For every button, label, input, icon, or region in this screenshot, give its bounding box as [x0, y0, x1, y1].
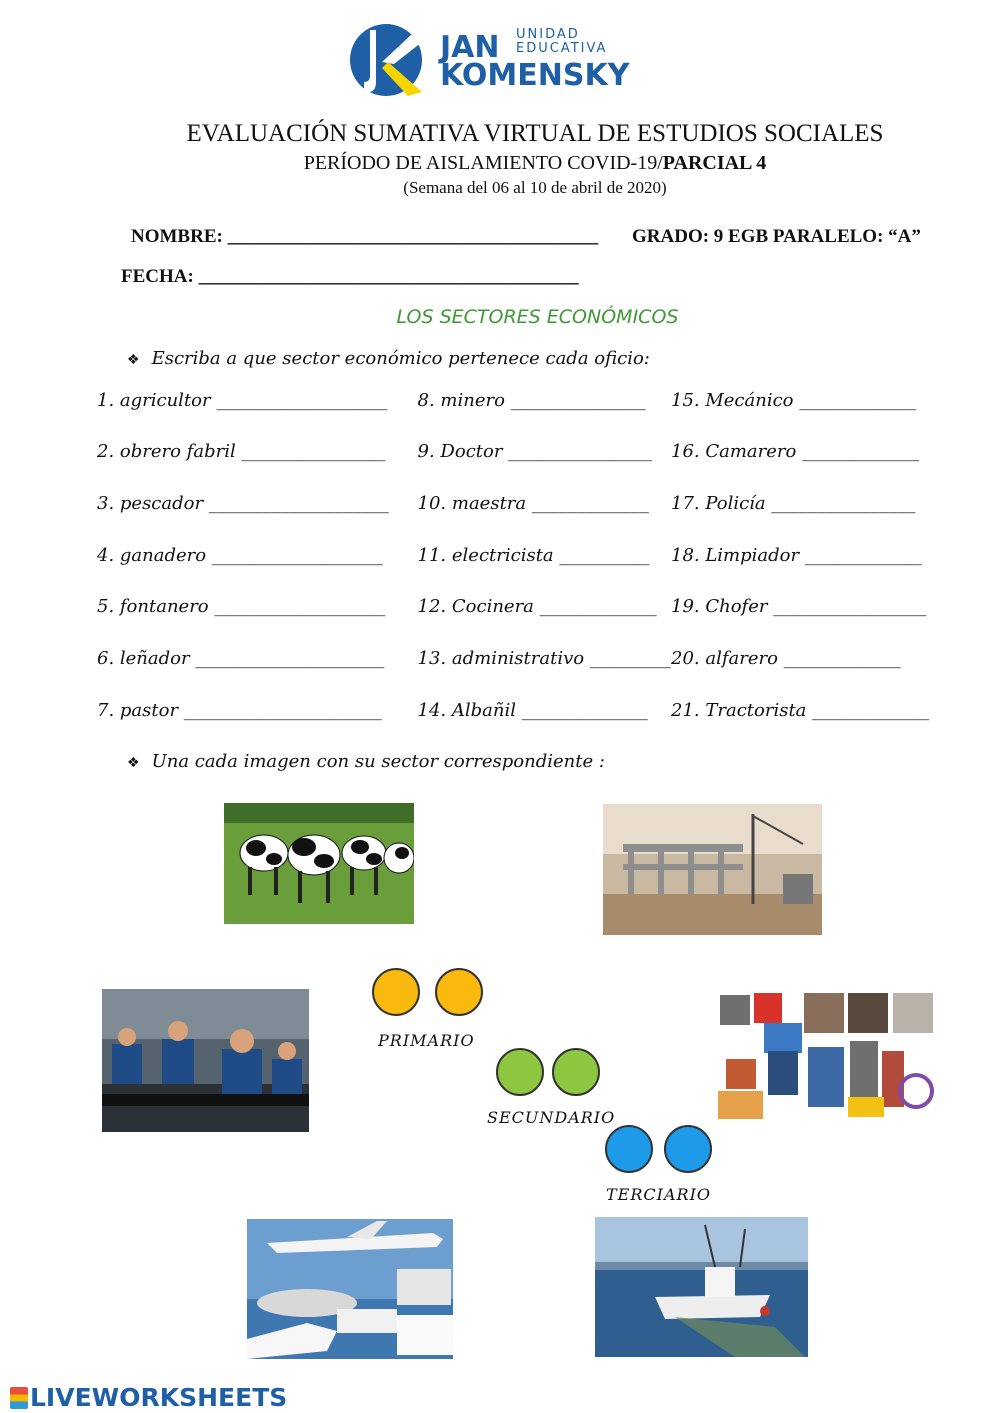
construction-image[interactable] — [603, 804, 822, 935]
cows-image[interactable] — [224, 803, 414, 924]
logo-educativa: EDUCATIVA — [516, 41, 608, 56]
primario-dot[interactable] — [435, 968, 483, 1016]
fishing-boat-image[interactable] — [595, 1217, 808, 1357]
instruction-1 — [127, 348, 650, 369]
occupation-item[interactable]: 8. minero _______________ — [417, 390, 646, 411]
nombre-field — [131, 226, 598, 248]
nombre-input[interactable]: _______________________________________ — [227, 226, 599, 247]
occupation-item[interactable]: 5. fontanero ___________________ — [97, 596, 386, 617]
secundario-dot[interactable] — [552, 1048, 600, 1096]
instruction-2 — [127, 751, 605, 772]
liveworksheets-icon — [10, 1387, 28, 1409]
week-range: (Semana del 06 al 10 de abril de 2020) — [403, 178, 667, 197]
factory-workers-image[interactable] — [102, 989, 309, 1132]
occupation-item[interactable]: 15. Mecánico _____________ — [671, 390, 917, 411]
terciario-label: TERCIARIO — [606, 1185, 711, 1204]
occupation-row — [97, 648, 957, 669]
occupation-item[interactable]: 21. Tractorista _____________ — [671, 700, 930, 721]
primario-label: PRIMARIO — [378, 1031, 475, 1050]
factory-picture — [102, 989, 309, 1132]
services-collage-picture — [718, 991, 935, 1119]
subtitle-bold: PARCIAL 4 — [662, 152, 767, 174]
construction-picture — [603, 804, 822, 935]
services-collage-image[interactable] — [718, 991, 935, 1119]
school-logo-icon — [348, 22, 428, 98]
occupation-item[interactable]: 12. Cocinera _____________ — [417, 596, 657, 617]
section-title: LOS SECTORES ECONÓMICOS — [396, 306, 679, 328]
fecha-label: FECHA: — [121, 266, 194, 287]
occupation-item[interactable]: 18. Limpiador _____________ — [671, 545, 922, 566]
primario-dot[interactable] — [372, 968, 420, 1016]
bullet-icon: ❖ — [127, 352, 140, 368]
occupation-item[interactable]: 17. Policía ________________ — [671, 493, 916, 514]
occupation-item[interactable]: 3. pescador ____________________ — [97, 493, 389, 514]
page-subtitle — [0, 152, 1000, 175]
occupation-row — [97, 493, 957, 514]
occupation-item[interactable]: 11. electricista __________ — [417, 545, 650, 566]
occupation-item[interactable]: 4. ganadero ___________________ — [97, 545, 383, 566]
occupation-row — [97, 441, 957, 462]
fecha-field — [121, 266, 579, 288]
occupation-item[interactable]: 13. administrativo _________ — [417, 648, 671, 669]
footer-brand-text: LIVEWORKSHEETS — [30, 1383, 288, 1412]
occupation-item[interactable]: 2. obrero fabril ________________ — [97, 441, 386, 462]
occupation-item[interactable]: 14. Albañil ______________ — [417, 700, 648, 721]
occupation-item[interactable]: 1. agricultor ___________________ — [97, 390, 388, 411]
logo-komensky: KOMENSKY — [440, 58, 630, 93]
occupation-item[interactable]: 16. Camarero _____________ — [671, 441, 920, 462]
fishing-boat-picture — [595, 1217, 808, 1357]
transport-collage-image[interactable] — [247, 1219, 453, 1359]
occupation-row — [97, 390, 957, 411]
occupation-item[interactable]: 10. maestra _____________ — [417, 493, 649, 514]
logo-unidad: UNIDAD — [516, 27, 580, 42]
secundario-dot[interactable] — [496, 1048, 544, 1096]
grado-paralelo: GRADO: 9 EGB PARALELO: “A” — [632, 226, 921, 247]
fecha-input[interactable]: ________________________________________ — [198, 266, 579, 287]
occupation-row — [97, 596, 957, 617]
occupation-item[interactable]: 20. alfarero _____________ — [671, 648, 901, 669]
page-title: EVALUACIÓN SUMATIVA VIRTUAL DE ESTUDIOS SOCIALES — [186, 120, 884, 147]
occupation-item[interactable]: 6. leñador _____________________ — [97, 648, 385, 669]
logo-unidad-educativa — [516, 28, 607, 56]
transport-picture — [247, 1219, 453, 1359]
terciario-dot[interactable] — [664, 1125, 712, 1173]
subtitle-prefix: PERÍODO DE AISLAMIENTO COVID-19/ — [303, 152, 663, 174]
secundario-label: SECUNDARIO — [487, 1108, 616, 1127]
logo-jan: JAN — [440, 30, 500, 65]
instruction-2-text: Una cada imagen con su sector correspondiente : — [151, 751, 605, 772]
nombre-label: NOMBRE: — [131, 226, 223, 247]
occupation-item[interactable]: 19. Chofer _________________ — [671, 596, 927, 617]
occupation-row — [97, 545, 957, 566]
terciario-dot[interactable] — [605, 1125, 653, 1173]
footer-brand[interactable] — [10, 1383, 287, 1412]
cows-picture — [224, 803, 414, 924]
school-logo — [348, 22, 638, 98]
occupation-item[interactable]: 7. pastor ______________________ — [97, 700, 382, 721]
instruction-1-text: Escriba a que sector económico pertenece cada oficio: — [151, 348, 650, 369]
occupation-row — [97, 700, 957, 721]
bullet-icon: ❖ — [127, 755, 140, 771]
occupation-item[interactable]: 9. Doctor ________________ — [417, 441, 653, 462]
